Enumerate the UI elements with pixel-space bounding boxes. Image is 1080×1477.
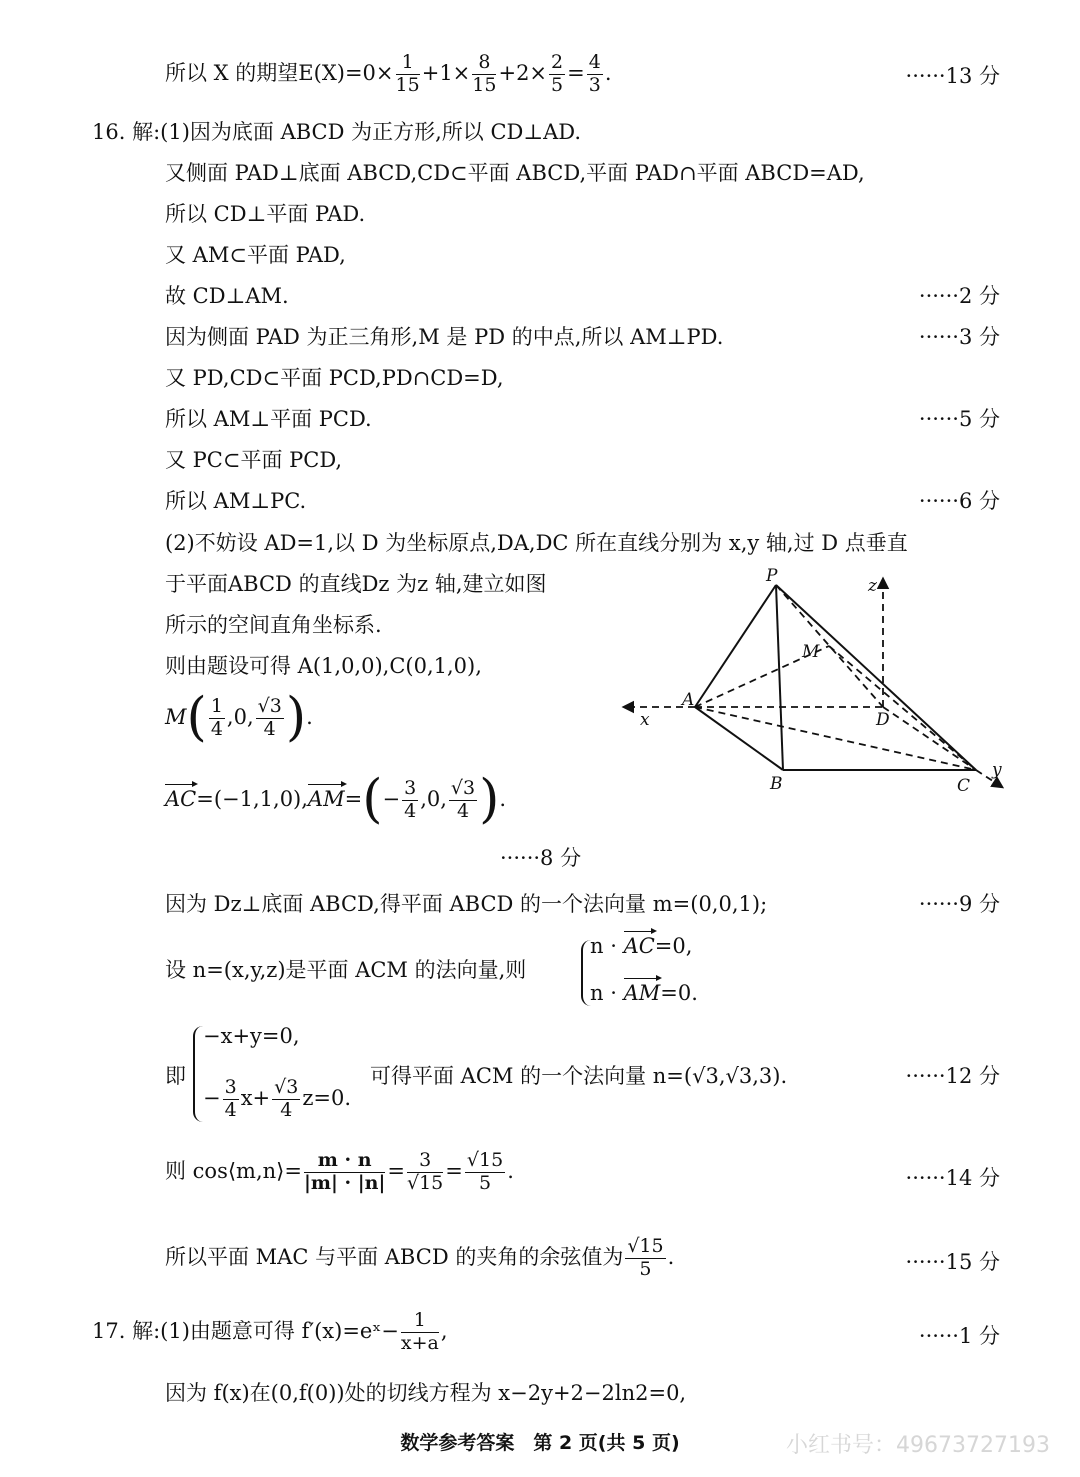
text: ,0, (420, 786, 447, 811)
denominator: 4 (263, 717, 276, 740)
edge-dc (883, 707, 976, 770)
numerator: m · n (304, 1150, 385, 1173)
fraction (272, 1077, 300, 1122)
text: 17. 解:(1)由题意可得 f′(x)=eˣ− (92, 1318, 399, 1343)
paren: ) (285, 687, 307, 748)
text: 则 cos⟨m,n⟩= (165, 1158, 302, 1183)
fraction (304, 1150, 385, 1195)
q16-line-13: 所示的空间直角坐标系. (165, 613, 382, 637)
text: +2× (498, 60, 548, 85)
q16-line-2: 又侧面 PAD⊥底面 ABCD,CD⊂平面 ABCD,平面 PAD∩平面 ABCD=AD, (165, 161, 865, 185)
label-p: P (766, 566, 778, 586)
final-line (165, 1236, 674, 1281)
q16-line-10: 所以 AM⊥PC. (165, 489, 307, 513)
score-13: ······13 分 (905, 64, 1000, 88)
text: M (165, 704, 187, 729)
label-d: D (876, 710, 890, 730)
text: . (306, 704, 313, 729)
numerator: 2 (551, 51, 564, 73)
q16-line-14: 则由题设可得 A(1,0,0),C(0,1,0), (165, 654, 482, 678)
text: 所以 X 的期望E(X)=0× (165, 60, 394, 85)
numerator: √3 (450, 777, 476, 799)
q16-line-7: 又 PD,CD⊂平面 PCD,PD∩CD=D, (165, 366, 504, 390)
denominator: 5 (478, 1171, 492, 1194)
fraction (625, 1236, 665, 1281)
fraction (209, 696, 225, 741)
equation-2 (203, 1077, 351, 1122)
numerator: 4 (588, 51, 601, 73)
label-a: A (682, 690, 695, 710)
fraction (402, 778, 418, 823)
label-z: z (868, 576, 877, 596)
text: ,0, (226, 704, 254, 729)
edge-pb (776, 585, 783, 770)
text: . (507, 1158, 514, 1183)
vector-ac: AC (165, 786, 197, 811)
denominator: 4 (404, 799, 417, 822)
denominator: 5 (639, 1257, 652, 1280)
paren: ) (479, 769, 500, 830)
text: 所以平面 MAC 与平面 ABCD 的夹角的余弦值为 (165, 1244, 624, 1269)
denominator: 15 (395, 73, 420, 96)
vector-am: AM (307, 786, 345, 811)
system-eq-1 (590, 936, 692, 957)
text: +1× (421, 60, 471, 85)
q16-line-11: (2)不妨设 AD=1,以 D 为坐标原点,DA,DC 所在直线分别为 x,y 轴,过 D 点垂直 (165, 531, 908, 555)
denominator: 4 (210, 717, 223, 740)
denominator: 4 (224, 1098, 237, 1121)
denominator: 3 (588, 73, 601, 96)
text: = (567, 60, 585, 85)
q16-line-5: 故 CD⊥AM. (165, 284, 289, 308)
vector-am: AM (623, 981, 661, 1005)
system-eq-2 (590, 983, 698, 1004)
fraction (256, 696, 284, 741)
ji-label: 即 (165, 1064, 186, 1088)
fraction (223, 1077, 239, 1122)
page-footer: 数学参考答案 第 2 页(共 5 页) (400, 1432, 680, 1454)
q17-line-2: 因为 f(x)在(0,f(0))处的切线方程为 x−2y+2−2ln2=0, (165, 1381, 687, 1405)
normal-n-line: 可得平面 ACM 的一个法向量 n=(√3,√3,3). (370, 1064, 788, 1088)
text: z=0. (302, 1085, 352, 1110)
edge-pa (695, 585, 776, 707)
text: =(−1,1,0), (196, 786, 308, 811)
cos-line (165, 1150, 514, 1195)
denominator: 4 (280, 1098, 293, 1121)
fraction (396, 52, 420, 97)
fraction (407, 1150, 443, 1195)
score-1: ······1 分 (918, 1324, 1000, 1348)
score-12: ······12 分 (905, 1064, 1000, 1088)
numerator: √15 (466, 1149, 504, 1171)
label-c: C (957, 776, 971, 796)
denominator: x+a (400, 1331, 439, 1354)
text: . (499, 786, 507, 811)
score-14: ······14 分 (905, 1166, 1000, 1190)
text: = (387, 1158, 405, 1183)
text: x+ (240, 1085, 271, 1110)
denominator: √15 (406, 1171, 444, 1194)
text: . (604, 60, 612, 85)
q16-line-1: 16. 解:(1)因为底面 ABCD 为正方形,所以 CD⊥AD. (92, 120, 582, 144)
denominator: 5 (551, 73, 564, 96)
point-m-line (165, 687, 313, 748)
numerator: √3 (274, 1076, 299, 1098)
q16-line-9: 又 PC⊂平面 PCD, (165, 448, 343, 472)
numerator: 1 (401, 1310, 439, 1333)
numerator: 8 (472, 52, 496, 75)
score-3: ······3 分 (918, 325, 1000, 349)
text: − (382, 786, 401, 811)
q16-line-8: 所以 AM⊥平面 PCD. (165, 407, 372, 431)
vectors-line (165, 769, 507, 830)
dz-line: 因为 Dz⊥底面 ABCD,得平面 ABCD 的一个法向量 m=(0,0,1); (165, 892, 768, 916)
fraction (472, 52, 496, 97)
text: − (203, 1085, 221, 1110)
fraction (465, 1150, 505, 1195)
numerator: 1 (210, 695, 223, 717)
numerator: 3 (407, 1150, 443, 1173)
q16-line-12: 于平面ABCD 的直线Dz 为z 轴,建立如图 (165, 572, 547, 596)
text: = (445, 1158, 463, 1183)
q16-line-6: 因为侧面 PAD 为正三角形,M 是 PD 的中点,所以 AM⊥PD. (165, 325, 724, 349)
numerator: √15 (627, 1235, 664, 1257)
score-2: ······2 分 (918, 284, 1000, 308)
edge-pc (776, 585, 976, 770)
text: =0. (660, 981, 698, 1005)
text: = (344, 786, 363, 811)
fraction (449, 778, 477, 823)
numerator: √3 (257, 695, 282, 717)
paren: ( (186, 687, 207, 748)
equation-1: −x+y=0, (203, 1024, 300, 1048)
label-x: x (640, 710, 650, 730)
vector-ac: AC (623, 934, 655, 958)
q16-line-4: 又 AM⊂平面 PAD, (165, 243, 346, 267)
pyramid-figure (610, 565, 1010, 805)
text: n · (590, 981, 624, 1005)
score-8: ······8 分 (500, 846, 582, 870)
q16-line-3: 所以 CD⊥平面 PAD. (165, 202, 366, 226)
label-m: M (802, 642, 820, 662)
score-15: ······15 分 (905, 1250, 1000, 1274)
n-vector-line: 设 n=(x,y,z)是平面 ACM 的法向量,则 (165, 958, 527, 982)
equation-brace (193, 1026, 203, 1122)
denominator: 4 (456, 799, 470, 822)
text: . (667, 1244, 675, 1269)
numerator: 1 (396, 52, 420, 75)
fraction (587, 52, 603, 97)
text: n · (590, 934, 624, 958)
denominator: |m| · |n| (303, 1171, 386, 1194)
label-y: y (992, 760, 1002, 780)
text: =0, (654, 934, 693, 958)
score-5: ······5 分 (918, 407, 1000, 431)
edge-mc (829, 646, 976, 770)
paren: ( (362, 769, 383, 830)
numerator: 3 (404, 777, 417, 799)
edge-ac (695, 707, 976, 770)
label-b: B (770, 774, 783, 794)
q17-line-1 (92, 1310, 448, 1355)
score-6: ······6 分 (918, 489, 1000, 513)
fraction (401, 1310, 439, 1355)
expectation-line (165, 52, 612, 97)
watermark: 小红书号：49673727193 (786, 1433, 1050, 1458)
edge-ab (695, 707, 783, 770)
score-9: ······9 分 (918, 892, 1000, 916)
text: , (440, 1318, 448, 1343)
denominator: 15 (472, 73, 497, 96)
numerator: 3 (224, 1076, 237, 1098)
fraction (549, 52, 565, 97)
